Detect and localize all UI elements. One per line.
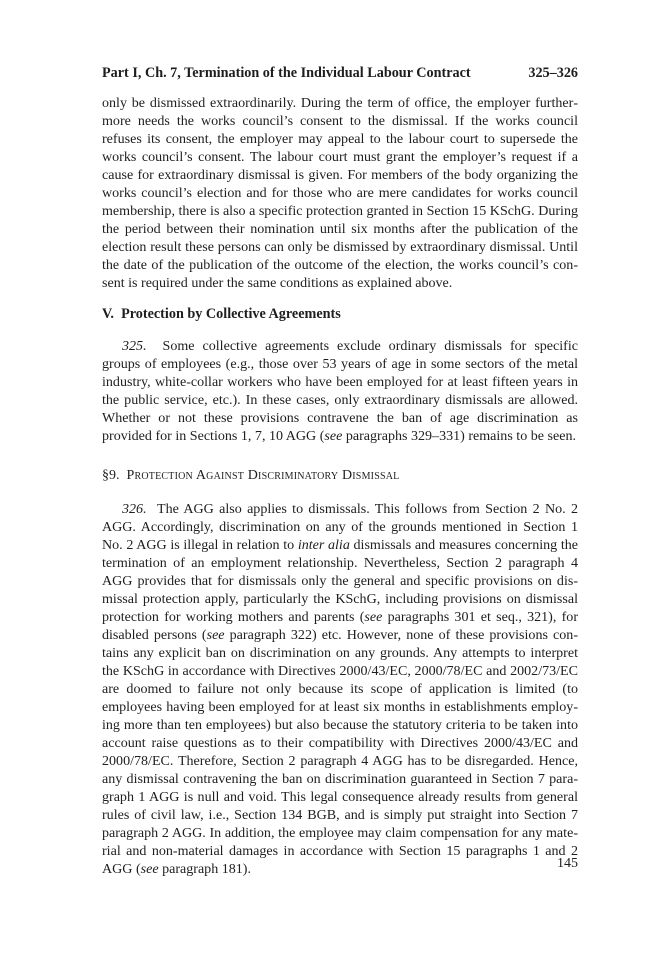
paragraph-325-text-2: paragraphs 329–331) remains to be seen. xyxy=(342,428,576,444)
running-head xyxy=(102,62,578,84)
paragraph-326-see-1: see xyxy=(364,609,383,625)
running-head-title: Part I, Ch. 7, Termination of the Individual Labour Contract xyxy=(102,65,471,81)
paragraph-326-text-3: paragraphs 301 et seq., 321), for disabled persons ( xyxy=(102,609,578,643)
section-heading-v-number: V. xyxy=(102,306,114,322)
section-heading-v xyxy=(102,304,578,324)
paragraph-325-block xyxy=(102,337,578,445)
paragraph-325 xyxy=(102,337,578,445)
paragraph-326 xyxy=(102,500,578,878)
paragraph-326-text-4: paragraph 322) etc. However, none of these provisions contains any explicit ban on discrimination on any grounds. Any attempts to interpret the KSchG in accordance with Directives 2000/43/EC, 2000/78/EC and 2002/73/​EC are doomed to failure not only because its scope of application is limited (to employees having been employed for at least six months in establishments employing more than ten employees) but also because the statutory criteria to be taken into account raise questions as to their compatibility with Directives 2000/43/EC and 2000/78/EC. Therefore, Section 2 paragraph 4 AGG has to be disregarded. Hence, any dismissal contravening the ban on discrimination guaranteed in Section 7 paragraph 1 AGG is null and void. This legal consequence already results from general rules of civil law, i.e., Section 134 BGB, and is simply put straight into Section 7 paragraph 2 AGG. In addition, the employee may claim compensation for any material and non-material damages in accordance with Section 15 paragraphs 1 and 2 AGG ( xyxy=(102,627,578,877)
page-number: 145 xyxy=(557,856,578,871)
paragraph-326-number: 326. xyxy=(122,501,147,517)
section-heading-9-number: §9. xyxy=(102,468,120,483)
continuation-paragraph: only be dismissed extraordinarily. During the term of office, the employer furthermore needs the works council’s consent to the dismissal. If the works council refuses its consent, the employer may appeal to the labour court to supersede the works council’s consent. The labour court must grant the employer’s request if a cause for extraordinary dismissal is given. For members of the body organizing the works council’s election and for those who are mere candidates for works council membership, there is also a specific protection granted in Section 15 KSchG. During the period between their nomination until six months after the publication of the election result these persons can only be dismissed by extraordinary dismissal. Until the date of the publication of the outcome of the election, the works council’s consent is required under the same conditions as explained above. xyxy=(102,95,578,291)
section-heading-9-title: Protection Against Discriminatory Dismissal xyxy=(126,468,400,483)
paragraph-326-block xyxy=(102,500,578,878)
paragraph-325-text-1: Some collective agreements exclude ordinary dismissals for specific groups of employees (e.g., those over 53 years of age in some sectors of the metal industry, white-collar workers who have been employed for at least fifteen years in the public service, etc.). In these cases, only extraordinary dismissals are allowed. Whether or not these provisions contravene the ban of age discrimination as provided for in Sections 1, 7, 10 AGG ( xyxy=(102,338,578,444)
running-head-paragraph-range: 325–326 xyxy=(528,65,578,81)
section-heading-v-title: Protection by Collective Agreements xyxy=(121,306,341,322)
paragraph-326-text-2: dismissals and measures concerning the termination of an employment relationship. Nevertheless, Section 2 paragraph 4 AGG provides that for dismissals only the general and specific provisions on dismissal protection apply, particularly the KSchG, including provisions on dismissal protection for working mothers and parents ( xyxy=(102,537,578,625)
paragraph-326-text-5: paragraph 181). xyxy=(158,861,251,877)
paragraph-325-number: 325. xyxy=(122,338,147,354)
paragraph-326-see-2: see xyxy=(206,627,225,643)
paragraph-325-see: see xyxy=(324,428,343,444)
paragraph-326-see-3: see xyxy=(140,861,159,877)
section-heading-9 xyxy=(102,466,578,486)
paragraph-326-inter-alia: inter alia xyxy=(297,537,350,553)
continuation-block xyxy=(102,94,578,292)
paragraph-326-text-1: The AGG also applies to dismissals. This follows from Section 2 No. 2 AGG. Accordingly, discrimination on any of the grounds mentioned in Section 1 No. 2 AGG is illegal in relation to xyxy=(102,501,578,553)
